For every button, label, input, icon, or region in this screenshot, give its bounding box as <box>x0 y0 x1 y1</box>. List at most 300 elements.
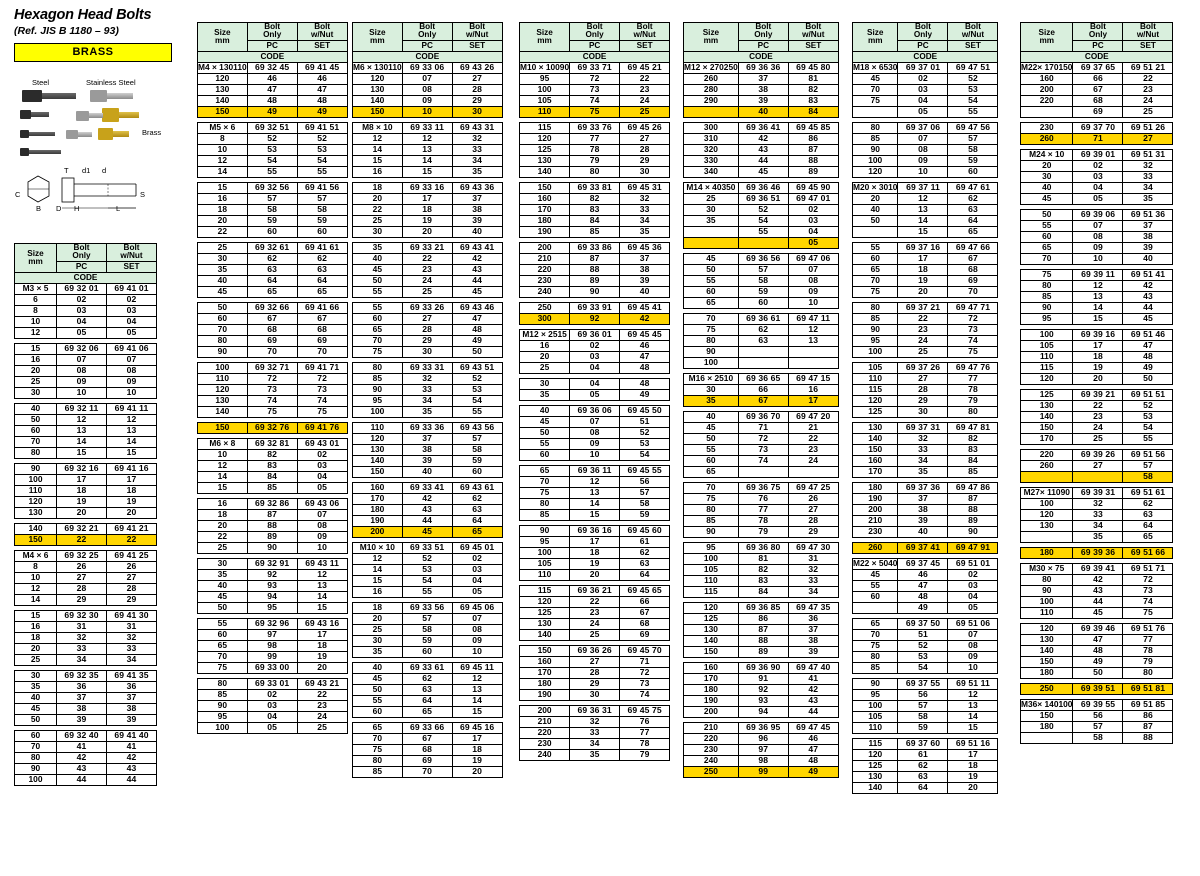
cell-code-set: 69 47 25 <box>788 482 838 493</box>
cell-code-pc: 29 <box>898 395 948 406</box>
cell-code-set: 25 <box>1123 106 1173 117</box>
cell-code-pc: 88 <box>738 635 788 646</box>
cell-code-set: 62 <box>948 193 998 204</box>
cell-code-pc: 22 <box>570 596 620 607</box>
cell-size: 110 <box>1021 607 1073 618</box>
cell-code-set: 20 <box>297 662 347 673</box>
cell-code-set: 42 <box>788 684 838 695</box>
table-row <box>520 558 670 569</box>
cell-code-set: 69 47 45 <box>788 722 838 733</box>
cell-code-set: 55 <box>452 406 502 417</box>
cell-code-pc: 69 32 56 <box>247 182 297 193</box>
cell-code-pc: 69 32 40 <box>57 730 107 741</box>
small-bolt-shank-2 <box>29 132 55 136</box>
cell-code-set: 50 <box>1123 373 1173 384</box>
cell-code-pc: 37 <box>738 73 788 84</box>
cell-size: 170 <box>853 466 898 477</box>
cell-code-set: 43 <box>1123 291 1173 302</box>
cell-code-pc: 69 39 55 <box>1073 699 1123 710</box>
cell-size: 160 <box>520 656 570 667</box>
cell-code-pc: 43 <box>57 763 107 774</box>
cell-code-set: 69 41 40 <box>107 730 157 741</box>
cell-size: 35 <box>353 242 403 253</box>
table-row <box>1021 313 1173 324</box>
cell-size: 290 <box>684 95 739 106</box>
cell-code-pc: 32 <box>570 716 620 727</box>
cell-code-pc: 10 <box>570 449 620 460</box>
col-header-code: CODE <box>520 51 670 62</box>
cell-code-set: 03 <box>452 564 502 575</box>
cell-code-set: 37 <box>788 624 838 635</box>
cell-code-set: 64 <box>948 215 998 226</box>
cell-code-pc: 02 <box>247 689 297 700</box>
cell-code-set: 36 <box>788 613 838 624</box>
cell-code-pc: 69 32 01 <box>57 283 107 294</box>
table-row <box>684 253 839 264</box>
table-row <box>353 744 503 755</box>
table-row <box>853 700 998 711</box>
cell-code-set: 39 <box>788 646 838 657</box>
table-row <box>520 689 670 700</box>
cell-size: 320 <box>684 144 739 155</box>
cell-code-pc: 23 <box>1073 411 1123 422</box>
cell-code-set: 04 <box>948 591 998 602</box>
cell-code-pc: 59 <box>898 722 948 733</box>
table-row <box>684 411 839 422</box>
cell-size: 45 <box>520 416 570 427</box>
cell-code-pc: 07 <box>57 354 107 365</box>
cell-code-pc: 70 <box>402 766 452 777</box>
cell-size: 65 <box>684 297 739 308</box>
cell-code-set: 69 45 80 <box>788 62 838 73</box>
cell-code-pc: 68 <box>247 324 297 335</box>
table-row <box>198 406 348 417</box>
cell-code-pc: 17 <box>402 193 452 204</box>
cell-code-set: 38 <box>788 635 838 646</box>
cell-size: 40 <box>520 405 570 416</box>
table-row <box>1021 471 1173 482</box>
table-row <box>853 335 998 346</box>
col-header-bolt-wnut: Bolt w/Nut <box>948 23 998 41</box>
cell-code-set: 72 <box>620 667 670 678</box>
cell-size: 70 <box>353 335 403 346</box>
cell-code-set: 63 <box>620 558 670 569</box>
cell-code-set: 27 <box>1123 133 1173 144</box>
cell-size: 20 <box>520 351 570 362</box>
cell-code-pc: 82 <box>738 564 788 575</box>
cell-code-set: 15 <box>297 602 347 613</box>
table-row <box>353 362 503 373</box>
cell-code-set: 78 <box>948 384 998 395</box>
table-row <box>853 602 998 613</box>
cell-code-pc: 69 32 25 <box>57 550 107 561</box>
cell-code-set <box>788 346 838 357</box>
cell-size: 220 <box>684 733 739 744</box>
cell-code-pc: 69 36 65 <box>738 373 788 384</box>
cell-size: 80 <box>853 122 898 133</box>
table-row <box>684 722 839 733</box>
cell-code-pc: 08 <box>570 427 620 438</box>
cell-code-set: 29 <box>452 95 502 106</box>
cell-size: 105 <box>853 362 898 373</box>
cell-size: 14 <box>15 594 57 605</box>
cell-code-set: 29 <box>107 594 157 605</box>
table-row <box>353 313 503 324</box>
cell-code-set: 57 <box>620 487 670 498</box>
cell-size: 35 <box>15 681 57 692</box>
cell-code-pc: 69 32 86 <box>247 498 297 509</box>
cell-code-set: 26 <box>788 493 838 504</box>
table-row <box>198 482 348 493</box>
cell-code-pc: 13 <box>57 425 107 436</box>
cell-code-pc: 12 <box>402 133 452 144</box>
cell-code-pc: 53 <box>247 144 297 155</box>
cell-size: 240 <box>520 749 570 760</box>
table-row <box>198 651 348 662</box>
cell-code-set: 76 <box>620 716 670 727</box>
cell-size: 45 <box>198 286 248 297</box>
cell-code-pc: 69 36 21 <box>570 585 620 596</box>
header-size-unit: mm <box>703 35 719 45</box>
cell-size: 70 <box>15 436 57 447</box>
table-row <box>15 447 157 458</box>
table-row <box>853 678 998 689</box>
table-row <box>198 662 348 673</box>
cell-size: 150 <box>1021 656 1073 667</box>
cell-size: 110 <box>198 373 248 384</box>
cell-size: 110 <box>853 373 898 384</box>
table-row <box>353 466 503 477</box>
cell-code-pc: 69 37 41 <box>898 542 948 553</box>
cell-size: 70 <box>198 324 248 335</box>
cell-code-set: 37 <box>107 692 157 703</box>
cell-size: 65 <box>853 618 898 629</box>
cell-size: 180 <box>353 504 403 515</box>
cell-size: 100 <box>520 547 570 558</box>
cell-code-pc: 31 <box>57 621 107 632</box>
cell-code-pc: 69 37 45 <box>898 558 948 569</box>
cell-code-set: 69 47 30 <box>788 542 838 553</box>
cell-code-set: 69 51 81 <box>1123 683 1173 694</box>
cell-code-pc: 14 <box>570 498 620 509</box>
cell-size: 10 <box>15 572 57 583</box>
cell-size: 30 <box>198 558 248 569</box>
cell-code-pc: 49 <box>898 602 948 613</box>
cell-size: 85 <box>853 313 898 324</box>
cell-code-pc <box>738 346 788 357</box>
cell-code-pc: 69 32 06 <box>57 343 107 354</box>
table-row <box>198 264 348 275</box>
cell-code-set: 69 45 16 <box>452 722 502 733</box>
cell-size: 55 <box>520 438 570 449</box>
table-row <box>353 515 503 526</box>
cell-code-pc: 69 33 01 <box>247 678 297 689</box>
cell-size: 35 <box>198 569 248 580</box>
cell-code-set: 08 <box>107 365 157 376</box>
cell-size: 90 <box>353 384 403 395</box>
cell-size: M6 × 8 <box>198 438 248 449</box>
cell-code-set: 02 <box>107 294 157 305</box>
cell-size: 115 <box>684 586 739 597</box>
table-row <box>520 215 670 226</box>
cell-size: 35 <box>684 215 739 226</box>
stainless-bolt-shank-icon <box>107 93 133 99</box>
cell-size: 95 <box>353 395 403 406</box>
table-row <box>1021 411 1173 422</box>
table-row <box>853 73 998 84</box>
cell-code-set: 13 <box>788 335 838 346</box>
cell-code-set: 34 <box>452 155 502 166</box>
cell-size: 18 <box>198 204 248 215</box>
cell-code-pc: 05 <box>898 106 948 117</box>
table-row <box>684 493 839 504</box>
cell-code-pc: 03 <box>898 84 948 95</box>
cell-size: 40 <box>853 204 898 215</box>
table-row <box>853 526 998 537</box>
cell-size: 40 <box>15 403 57 414</box>
table-row <box>520 340 670 351</box>
cell-code-pc: 59 <box>247 215 297 226</box>
cell-size: 230 <box>853 526 898 537</box>
cell-size: 130 <box>520 618 570 629</box>
table-row <box>15 327 157 338</box>
table-row <box>520 302 670 313</box>
table-row <box>853 253 998 264</box>
table-row <box>853 84 998 95</box>
cell-code-pc: 42 <box>738 133 788 144</box>
cell-size: 200 <box>520 242 570 253</box>
cell-size: 90 <box>198 346 248 357</box>
cell-size: 180 <box>1021 721 1073 732</box>
cell-code-set: 69 45 90 <box>788 182 838 193</box>
cell-code-set: 62 <box>297 253 347 264</box>
cell-code-set: 62 <box>620 547 670 558</box>
cell-size: 50 <box>853 215 898 226</box>
cell-code-set: 69 51 61 <box>1123 487 1173 498</box>
header-size: Size <box>214 27 231 37</box>
dimension-diagram <box>15 166 174 220</box>
cell-code-set: 33 <box>452 144 502 155</box>
cell-code-pc: 28 <box>402 324 452 335</box>
cell-code-set: 48 <box>788 755 838 766</box>
cell-size: 180 <box>1021 667 1073 678</box>
cell-size: 150 <box>198 106 248 117</box>
table-row <box>684 226 839 237</box>
table-row <box>1021 683 1173 694</box>
cell-size: 80 <box>353 362 403 373</box>
cell-code-pc: 71 <box>738 422 788 433</box>
price-table-col5 <box>683 22 839 778</box>
cell-size: M16 × 2510 <box>684 373 739 384</box>
cell-size: 25 <box>198 242 248 253</box>
cell-code-set: 54 <box>620 449 670 460</box>
col-header-code: CODE <box>1021 51 1173 62</box>
table-row <box>520 629 670 640</box>
cell-size: 12 <box>198 155 248 166</box>
cell-size: 14 <box>198 166 248 177</box>
cell-code-set: 69 45 01 <box>452 542 502 553</box>
table-row <box>1021 362 1173 373</box>
table-row <box>520 618 670 629</box>
cell-size: 15 <box>15 610 57 621</box>
table-row <box>1021 400 1173 411</box>
cell-code-pc: 45 <box>1073 607 1123 618</box>
cell-code-pc: 53 <box>402 564 452 575</box>
cell-code-pc: 34 <box>57 654 107 665</box>
cell-code-set: 57 <box>452 433 502 444</box>
cell-size: M27× 11090 <box>1021 487 1073 498</box>
table-row <box>1021 73 1173 84</box>
cell-code-set: 32 <box>107 632 157 643</box>
col-header-size <box>1021 23 1073 52</box>
small-bolt-shank-3 <box>29 150 61 154</box>
cell-code-set: 69 43 16 <box>297 618 347 629</box>
cell-code-pc: 69 36 16 <box>570 525 620 536</box>
cell-size: 220 <box>520 727 570 738</box>
cell-code-pc: 07 <box>570 416 620 427</box>
table-row <box>853 395 998 406</box>
table-row <box>353 493 503 504</box>
stainless-bolt-shank-icon-2 <box>89 113 103 118</box>
cell-code-pc: 69 39 06 <box>1073 209 1123 220</box>
cell-code-set: 69 41 71 <box>297 362 347 373</box>
cell-code-pc: 69 32 11 <box>57 403 107 414</box>
cell-code-pc: 61 <box>898 749 948 760</box>
cell-size: 260 <box>1021 133 1073 144</box>
table-row <box>684 624 839 635</box>
cell-code-set: 02 <box>788 204 838 215</box>
cell-code-set: 07 <box>452 613 502 624</box>
cell-size: 160 <box>853 455 898 466</box>
cell-size: 70 <box>853 275 898 286</box>
cell-code-pc: 33 <box>402 384 452 395</box>
cell-code-pc: 77 <box>570 133 620 144</box>
cell-size: 30 <box>15 670 57 681</box>
cell-size: 150 <box>353 106 403 117</box>
cell-code-set: 22 <box>620 73 670 84</box>
cell-size: 15 <box>353 575 403 586</box>
cell-code-pc: 74 <box>570 95 620 106</box>
cell-size: 35 <box>353 646 403 657</box>
cell-code-pc: 42 <box>57 752 107 763</box>
cell-size: 100 <box>1021 329 1073 340</box>
cell-code-set: 12 <box>452 673 502 684</box>
cell-code-pc: 17 <box>1073 340 1123 351</box>
cell-code-set: 32 <box>1123 160 1173 171</box>
cell-size: 220 <box>1021 95 1073 106</box>
header-size: Size <box>536 27 553 37</box>
cell-size: 35 <box>198 264 248 275</box>
cell-code-set: 31 <box>107 621 157 632</box>
cell-size: 60 <box>853 253 898 264</box>
table-row <box>198 520 348 531</box>
cell-code-pc: 64 <box>898 782 948 793</box>
cell-code-pc: 67 <box>1073 84 1123 95</box>
cell-code-set: 75 <box>297 406 347 417</box>
table-row <box>520 498 670 509</box>
cell-code-set: 38 <box>1123 231 1173 242</box>
cell-code-set: 09 <box>452 635 502 646</box>
table-row <box>15 534 157 545</box>
cell-code-pc: 62 <box>898 760 948 771</box>
cell-code-pc: 69 36 75 <box>738 482 788 493</box>
cell-code-pc: 32 <box>898 433 948 444</box>
cell-size: 25 <box>15 654 57 665</box>
price-table-col1 <box>14 243 157 786</box>
cell-code-set: 42 <box>1123 280 1173 291</box>
table-row <box>198 591 348 602</box>
table-row <box>353 73 503 84</box>
cell-size <box>1021 106 1073 117</box>
cell-code-set: 63 <box>452 504 502 515</box>
cell-code-set: 80 <box>1123 667 1173 678</box>
cell-code-pc: 69 36 26 <box>570 645 620 656</box>
cell-size: 125 <box>853 406 898 417</box>
cell-code-set: 41 <box>107 741 157 752</box>
cell-code-pc: 69 36 06 <box>570 405 620 416</box>
cell-size: 50 <box>353 684 403 695</box>
table-row <box>198 449 348 460</box>
material-banner: BRASS <box>14 43 172 62</box>
cell-code-pc: 65 <box>402 706 452 717</box>
cell-code-set: 69 41 35 <box>107 670 157 681</box>
table-row <box>684 133 839 144</box>
cell-code-pc: 29 <box>402 335 452 346</box>
cell-code-set: 02 <box>452 553 502 564</box>
cell-code-set: 62 <box>452 493 502 504</box>
cell-code-set: 60 <box>452 466 502 477</box>
table-row <box>520 449 670 460</box>
cell-code-set: 23 <box>788 444 838 455</box>
table-row <box>353 302 503 313</box>
cell-size <box>853 602 898 613</box>
cell-code-pc: 58 <box>898 711 948 722</box>
cell-size: 150 <box>520 645 570 656</box>
table-row <box>853 324 998 335</box>
cell-code-set: 69 45 41 <box>620 302 670 313</box>
cell-size: 140 <box>520 629 570 640</box>
table-row <box>853 689 998 700</box>
table-row <box>520 73 670 84</box>
table-row <box>15 485 157 496</box>
cell-code-pc: 90 <box>570 286 620 297</box>
cell-code-pc: 20 <box>1073 373 1123 384</box>
table-row <box>520 106 670 117</box>
cell-code-set: 72 <box>948 313 998 324</box>
cell-size: 15 <box>15 343 57 354</box>
cell-code-pc: 69 37 60 <box>898 738 948 749</box>
cell-code-pc: 68 <box>402 744 452 755</box>
table-row <box>1021 634 1173 645</box>
cell-code-set: 69 51 16 <box>948 738 998 749</box>
cell-code-pc: 77 <box>738 504 788 515</box>
table-row <box>684 542 839 553</box>
table-row <box>353 602 503 613</box>
table-row <box>853 591 998 602</box>
cell-size: 200 <box>853 504 898 515</box>
cell-size: 20 <box>353 193 403 204</box>
cell-size: 80 <box>853 302 898 313</box>
table-row <box>353 144 503 155</box>
cell-code-pc: 69 33 00 <box>247 662 297 673</box>
cell-size: 95 <box>520 73 570 84</box>
table-row <box>520 286 670 297</box>
cell-size: 170 <box>684 673 739 684</box>
page-title: Hexagon Head Bolts <box>14 7 152 23</box>
cell-size: 30 <box>684 384 739 395</box>
cell-code-set: 07 <box>297 509 347 520</box>
cell-code-set: 69 43 21 <box>297 678 347 689</box>
